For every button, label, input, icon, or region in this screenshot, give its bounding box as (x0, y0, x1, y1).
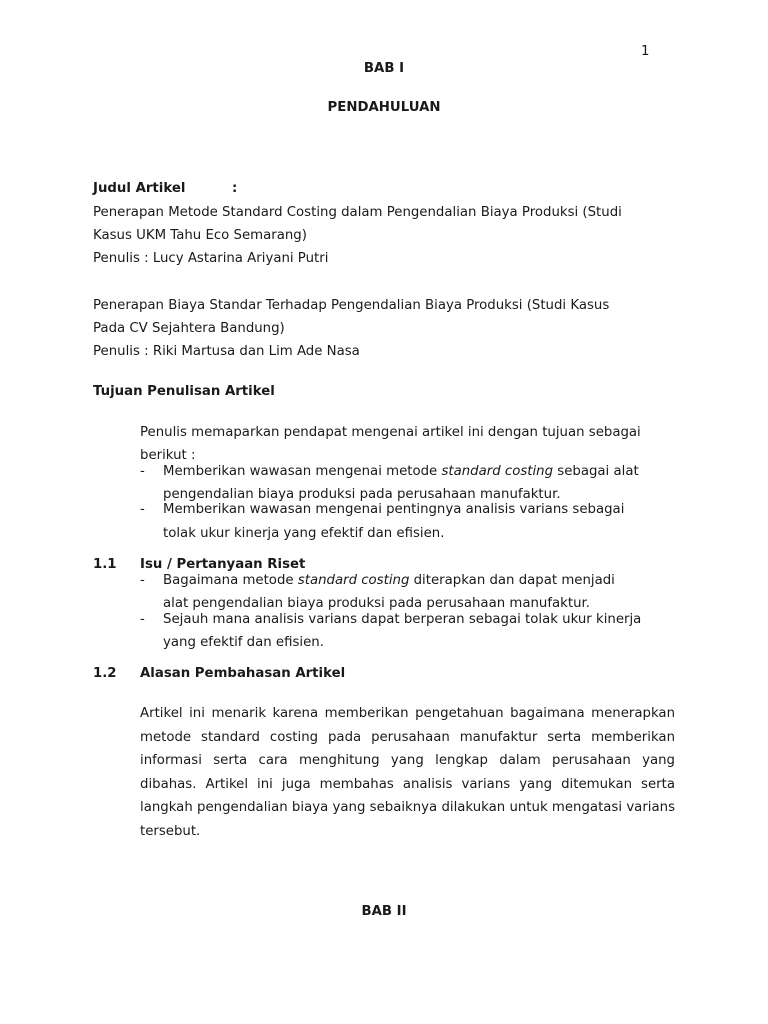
article-2-title-line2: Pada CV Sejahtera Bandung) (93, 321, 285, 336)
chapter-1-title: PENDAHULUAN (327, 100, 441, 115)
tujuan-intro-line1: Penulis memaparkan pendapat mengenai artikel ini dengan tujuan sebagai (140, 425, 641, 440)
section-1-2-number: 1.2 (93, 666, 117, 681)
tujuan-bullet-1: - (140, 464, 145, 479)
tujuan-item-1-post: sebagai alat (553, 464, 639, 479)
section-1-1-number: 1.1 (93, 557, 117, 572)
tujuan-item-1-line2: pengendalian biaya produksi pada perusahaan manufaktur. (163, 487, 561, 502)
tujuan-bullet-2: - (140, 502, 145, 517)
page-number: 1 (641, 44, 650, 59)
article-2-title-line1: Penerapan Biaya Standar Terhadap Pengendalian Biaya Produksi (Studi Kasus (93, 298, 610, 313)
chapter-2-label: BAB II (361, 904, 407, 919)
tujuan-item-2-line1: Memberikan wawasan mengenai pentingnya analisis varians sebagai (163, 502, 625, 517)
section-1-1-heading: Isu / Pertanyaan Riset (140, 557, 306, 572)
article-1-title-line2: Kasus UKM Tahu Eco Semarang) (93, 228, 307, 243)
section-1-2-heading: Alasan Pembahasan Artikel (140, 666, 346, 681)
article-2-author: Penulis : Riki Martusa dan Lim Ade Nasa (93, 344, 360, 359)
riset-item-1-post: diterapkan dan dapat menjadi (409, 573, 615, 588)
tujuan-item-2-line2: tolak ukur kinerja yang efektif dan efisien. (163, 526, 445, 541)
tujuan-item-1-pre: Memberikan wawasan mengenai metode (163, 464, 442, 479)
riset-item-2-line1: Sejauh mana analisis varians dapat berperan sebagai tolak ukur kinerja (163, 612, 642, 627)
riset-item-1-line2: alat pengendalian biaya produksi pada perusahaan manufaktur. (163, 596, 590, 611)
riset-item-1-line1 (163, 573, 615, 588)
riset-item-1-pre: Bagaimana metode (163, 573, 298, 588)
article-1-author: Penulis : Lucy Astarina Ariyani Putri (93, 251, 329, 266)
riset-item-2-line2: yang efektif dan efisien. (163, 635, 324, 650)
article-1-title-line1: Penerapan Metode Standard Costing dalam Pengendalian Biaya Produksi (Studi (93, 205, 622, 220)
riset-item-1-em: standard costing (297, 573, 410, 588)
tujuan-intro-line2: berikut : (140, 448, 196, 463)
judul-colon: : (232, 181, 238, 196)
riset-bullet-2: - (140, 612, 145, 627)
judul-heading: Judul Artikel (93, 181, 186, 196)
alasan-paragraph: Artikel ini menarik karena memberikan pengetahuan bagaimana menerapkan metode standard costing pada perusahaan manufaktur serta memberikan informasi serta cara menghitung yang lengkap dalam perusahaan yang dibahas. Artikel ini juga membahas analisis varians yang ditemukan serta langkah pengendalian biaya yang sebaiknya dilakukan untuk mengatasi varians tersebut. (140, 706, 675, 839)
chapter-1-label: BAB I (363, 61, 405, 76)
tujuan-heading: Tujuan Penulisan Artikel (93, 384, 275, 399)
riset-bullet-1: - (140, 573, 145, 588)
tujuan-item-1-line1 (163, 464, 639, 479)
tujuan-item-1-em: standard costing (441, 464, 554, 479)
